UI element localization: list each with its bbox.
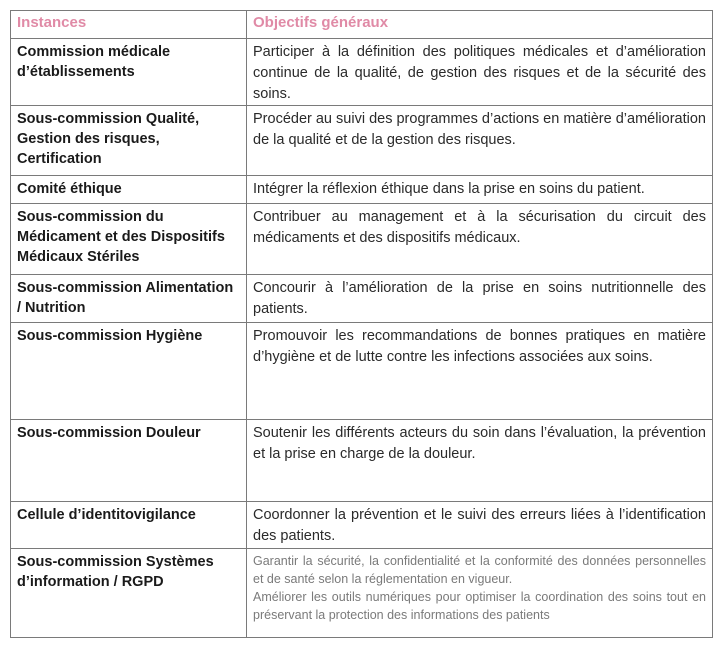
table-row <box>11 323 713 420</box>
objectif-cell: Participer à la définition des politiques médicales et d’amélioration continue de la qualité, de gestion des risques et de la sécurité des soins. <box>247 39 713 106</box>
instance-cell: Comité éthique <box>11 176 247 204</box>
objectif-cell: Soutenir les différents acteurs du soin dans l’évaluation, la prévention et la prise en charge de la douleur. <box>247 420 713 502</box>
objectif-cell: Procéder au suivi des programmes d’actions en matière d’amélioration de la qualité et de la gestion des risques. <box>247 106 713 176</box>
table-row <box>11 420 713 502</box>
header-objectifs: Objectifs généraux <box>247 11 713 39</box>
instance-cell: Sous-commission du Médicament et des Dispositifs Médicaux Stériles <box>11 204 247 275</box>
objectif-cell: Contribuer au management et à la sécurisation du circuit des médicaments et des dispositifs médicaux. <box>247 204 713 275</box>
objectif-cell: Coordonner la prévention et le suivi des erreurs liées à l’identification des patients. <box>247 502 713 549</box>
instance-cell: Sous-commission Douleur <box>11 420 247 502</box>
table-row <box>11 502 713 549</box>
header-instances: Instances <box>11 11 247 39</box>
objectif-cell: Concourir à l’amélioration de la prise en soins nutritionnelle des patients. <box>247 275 713 323</box>
instance-cell: Cellule d’identitovigilance <box>11 502 247 549</box>
objectif-paragraph: Améliorer les outils numériques pour optimiser la coordination des soins tout en préservant la protection des informations des patients <box>253 590 706 622</box>
table-row <box>11 176 713 204</box>
instance-cell: Sous-commission Qualité, Gestion des risques, Certification <box>11 106 247 176</box>
table-row <box>11 39 713 106</box>
table-row <box>11 204 713 275</box>
objectif-cell <box>247 549 713 638</box>
instance-cell: Commission médicale d’établissements <box>11 39 247 106</box>
table-header-row <box>11 11 713 39</box>
instance-cell: Sous-commission Hygiène <box>11 323 247 420</box>
table-row <box>11 106 713 176</box>
instance-cell: Sous-commission Systèmes d’information / RGPD <box>11 549 247 638</box>
instances-table <box>10 10 713 638</box>
objectif-cell: Intégrer la réflexion éthique dans la prise en soins du patient. <box>247 176 713 204</box>
table-row <box>11 549 713 638</box>
objectif-paragraph: Garantir la sécurité, la confidentialité et la conformité des données personnelles et de santé selon la réglementation en vigueur. <box>253 554 706 586</box>
instance-cell: Sous-commission Alimentation / Nutrition <box>11 275 247 323</box>
objectif-cell: Promouvoir les recommandations de bonnes pratiques en matière d’hygiène et de lutte contre les infections associées aux soins. <box>247 323 713 420</box>
instances-table-container <box>10 10 712 638</box>
table-row <box>11 275 713 323</box>
